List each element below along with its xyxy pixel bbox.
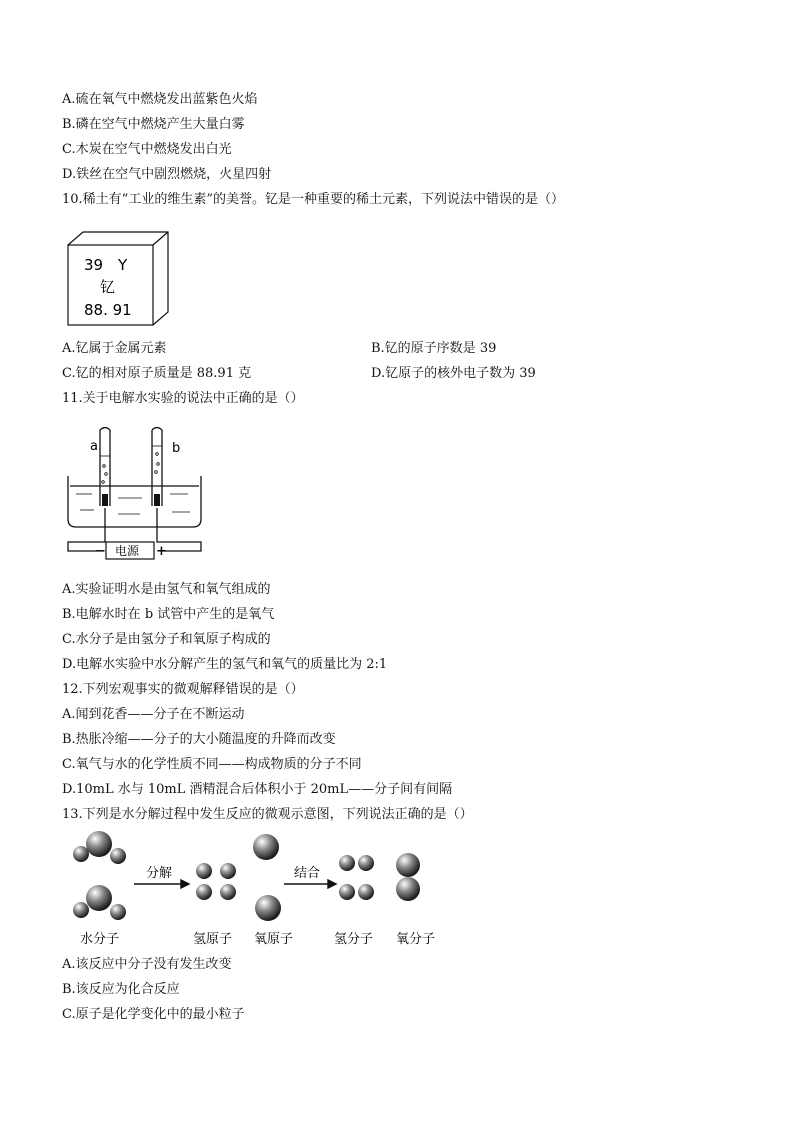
element-card-figure bbox=[60, 230, 175, 330]
q11-option-c: C.水分子是由氢分子和氧原子构成的 bbox=[62, 632, 271, 647]
q13-option-a: A.该反应中分子没有发生改变 bbox=[62, 957, 232, 972]
combine-label: 结合 bbox=[294, 866, 321, 881]
positive-terminal: + bbox=[156, 544, 167, 559]
q9-option-b: B.磷在空气中燃烧产生大量白雾 bbox=[62, 117, 245, 132]
label-hydrogen-molecule: 氢分子 bbox=[334, 932, 374, 947]
label-oxygen-atom: 氧原子 bbox=[254, 932, 294, 947]
q10-option-b: B.钇的原子序数是 39 bbox=[371, 341, 497, 356]
q11-option-a: A.实验证明水是由氢气和氧气组成的 bbox=[62, 582, 271, 597]
q11-option-b: B.电解水时在 b 试管中产生的是氧气 bbox=[62, 607, 275, 622]
oxygen-molecule bbox=[396, 853, 420, 901]
q11-option-d: D.电解水实验中水分解产生的氢气和氧气的质量比为 2:1 bbox=[62, 657, 388, 672]
hydrogen-molecules bbox=[339, 855, 374, 900]
power-supply-label: 电源 bbox=[115, 544, 140, 558]
element-mass: 88. 91 bbox=[84, 301, 132, 319]
negative-terminal: − bbox=[95, 544, 106, 559]
q10-option-a: A.钇属于金属元素 bbox=[62, 341, 167, 356]
decompose-arrow bbox=[134, 880, 189, 888]
q12-option-b: B.热胀冷缩——分子的大小随温度的升降而改变 bbox=[62, 732, 336, 747]
q9-option-a: A.硫在氧气中燃烧发出蓝紫色火焰 bbox=[62, 92, 258, 107]
q10-stem: 10.稀土有“工业的维生素”的美誉。钇是一种重要的稀土元素，下列说法中错误的是（） bbox=[62, 192, 564, 207]
electrolysis-apparatus-figure bbox=[62, 424, 212, 562]
q12-option-d: D.10mL 水与 10mL 酒精混合后体积小于 20mL——分子间有间隔 bbox=[62, 782, 453, 797]
q9-option-d: D.铁丝在空气中剧烈燃烧，火星四射 bbox=[62, 167, 272, 182]
water-decomposition-figure bbox=[66, 830, 456, 950]
label-water-molecule: 水分子 bbox=[80, 932, 120, 947]
q12-stem: 12.下列宏观事实的微观解释错误的是（） bbox=[62, 682, 304, 697]
q10-option-c: C.钇的相对原子质量是 88.91 克 bbox=[62, 366, 252, 381]
label-oxygen-molecule: 氧分子 bbox=[396, 932, 436, 947]
tube-b-label: b bbox=[172, 441, 181, 456]
oxygen-atoms bbox=[253, 834, 281, 921]
q12-option-c: C.氧气与水的化学性质不同——构成物质的分子不同 bbox=[62, 757, 362, 772]
water-molecule-top bbox=[73, 831, 126, 864]
combine-arrow bbox=[284, 880, 336, 888]
element-name: 钇 bbox=[100, 278, 116, 296]
element-symbol: Y bbox=[118, 256, 128, 274]
hydrogen-atoms bbox=[196, 863, 236, 900]
q9-option-c: C.木炭在空气中燃烧发出白光 bbox=[62, 142, 232, 157]
element-number: 39 bbox=[84, 256, 104, 274]
q13-option-c: C.原子是化学变化中的最小粒子 bbox=[62, 1007, 245, 1022]
q11-stem: 11.关于电解水实验的说法中正确的是（） bbox=[62, 391, 304, 406]
decompose-label: 分解 bbox=[146, 866, 173, 881]
q12-option-a: A.闻到花香——分子在不断运动 bbox=[62, 707, 245, 722]
label-hydrogen-atom: 氢原子 bbox=[193, 932, 233, 947]
q10-option-d: D.钇原子的核外电子数为 39 bbox=[371, 366, 536, 381]
water-molecule-bottom bbox=[73, 885, 126, 920]
q13-option-b: B.该反应为化合反应 bbox=[62, 982, 180, 997]
tube-a-label: a bbox=[90, 439, 98, 454]
q13-stem: 13.下列是水分解过程中发生反应的微观示意图，下列说法正确的是（） bbox=[62, 807, 473, 822]
